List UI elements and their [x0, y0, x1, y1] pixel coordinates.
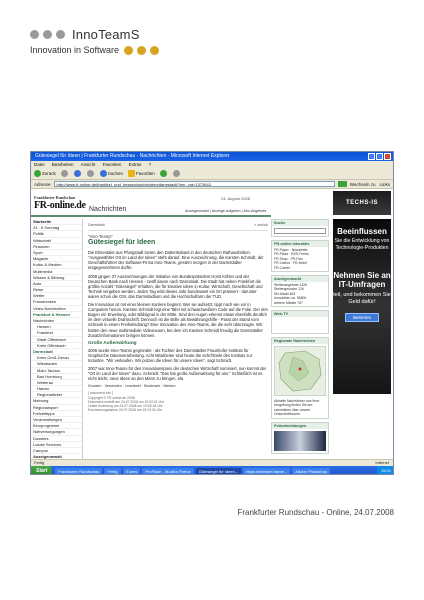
site-sidebar: [31, 219, 83, 459]
header-links[interactable]: Anzeigenmarkt | Anzeige aufgeben | Abo-Angebote: [185, 209, 267, 213]
web-page: [31, 189, 394, 459]
forward-button[interactable]: [61, 170, 69, 177]
logo-dot-icon: [124, 46, 133, 55]
system-clock: 15:01: [377, 466, 394, 475]
article-kicker: "Inno-Teams": [88, 234, 113, 240]
sidebar-item[interactable]: Politik: [31, 231, 82, 237]
menu-item[interactable]: Favoriten: [102, 162, 122, 167]
sidebar-item[interactable]: Campus: [31, 448, 82, 454]
browser-toolbar: [31, 168, 393, 180]
classified-link[interactable]: weitere Märkte 767: [274, 300, 303, 305]
mail-icon: [173, 170, 180, 177]
sidebar-item[interactable]: Video-Nachrichten: [31, 306, 82, 312]
classified-link[interactable]: Stellengesuche 126: [274, 287, 304, 292]
search-icon: [100, 170, 107, 177]
article-subhead: Große Außenwirkung: [88, 340, 137, 346]
refresh-button[interactable]: [74, 170, 82, 177]
logo-dot-icon: [150, 46, 159, 55]
sidebar-item[interactable]: Auto: [31, 281, 82, 287]
sidebar-item[interactable]: Wiesbaden: [31, 361, 82, 367]
ad-join-button[interactable]: Beitreten: [345, 313, 379, 322]
home-button[interactable]: [87, 170, 95, 177]
breadcrumb: [88, 223, 268, 231]
services-box: FR-online interaktiv FR-Paper · Newsletter FR-Plaza · RSS-Feeds FR-Shop · FR-Foto FR-Videos · FR-Mobil FR-Career: [271, 240, 329, 272]
sidebar-item[interactable]: Wetterau: [31, 380, 82, 386]
back-link[interactable]: « zurück: [254, 223, 268, 227]
service-link[interactable]: FR-Paper · Newsletter: [274, 248, 308, 252]
address-label: Adresse: [34, 181, 51, 187]
article: [88, 223, 268, 459]
article-paragraph: 2007 war Inno-Teams für den Innovationspreis der deutschen Wirtschaft nominiert, nun kommt der "Ort im Land der Ideen" dazu. Schmidt: "Das hat große Außenwirkung für uns." Schließlich ist es nicht leicht, neue Ideen an den Mann zu bringen. ela: [88, 366, 267, 382]
history-icon: [160, 170, 167, 177]
ad-banner[interactable]: Beeinflussen Sie die Entwicklung von Technologie-Produkten Nehmen Sie an IT-Umfragen teil, und bekommen Sie Geld dafür! Beitreten: [333, 219, 391, 394]
article-headline: Gütesiegel für Ideen: [88, 239, 156, 247]
sidebar-item[interactable]: Magazin: [31, 256, 82, 262]
logo-tagline: Innovation in Software: [30, 45, 120, 55]
logo-name: InnoTeamS: [72, 26, 140, 42]
document-info: [ document info ] Copyright © FR online.de 2008 Dokument erstellt am 24.07.2008 um 19:52:01 Uhr Letzte Änderung am 24.07.2008 um 19:53:16 Uhr Erscheinungsdatum 25.07.2008 um 19:12:34 Uhr: [88, 391, 165, 413]
sidebar-item[interactable]: Stadt Offenbach: [31, 337, 82, 343]
article-paragraph: 2006 wurde Inno-Teams gegründet - als Tochter des Darmstädter Fraunhofer Instituts für Graphische Datenverarbeitung. Acht Mitarbeiter sind heute die Schriftzeile des Instituts zur Industrie. "Wir verkaufen. Wir putzen die Ideen für unsere Ideen", sagt Schmidt.: [88, 347, 253, 363]
regional-news-box: Regionale Nachrichten Aktuelle Nachrichten aus Ihrer Umgebung finden Sie am schnellsten über unsere Ortsschnellsuche.: [271, 337, 329, 419]
sidebar-item[interactable]: Regionalsport: [31, 405, 82, 411]
service-link[interactable]: FR-Career: [274, 265, 291, 270]
taskbar-item[interactable]: https://extranet.frame...: [243, 468, 290, 475]
header-date: 24. August 2008: [221, 196, 250, 201]
logo-dot-icon: [43, 30, 52, 39]
sidebar-item[interactable]: Meinung: [31, 398, 82, 404]
fr-logo[interactable]: Frankfurter Rundschau FR-online.de: [34, 195, 86, 211]
status-bar: [31, 459, 394, 466]
section-title: Nachrichten: [89, 206, 127, 213]
taskbar-item[interactable]: Adobe Photoshop: [292, 468, 330, 475]
article-paragraph: 2008 gingen 37 Auszeichnungen der Initiative von Bundespräsident Horst Köhler und der Deutschen Bank nach Hessen - zwölf davon nach Darmstadt. Die Stadt hat neben Frankfurt die größte Anzahl "Gütesiegel" erhalten, die für kreative Ideen in Kultur, Wirtschaft, Gesellschaft und Technik vergeben werden. Jeden Tag wird dieses Jahr bundesweit ein Ort prämiert - darunter waren schon die GSI, das Darmstadtium und die Hochschulfarm der TUD.: [88, 273, 263, 299]
search-box: Suche: [271, 219, 329, 237]
search-button[interactable]: Suchen: [100, 170, 123, 177]
menu-bar: [31, 161, 393, 168]
sidebar-item[interactable]: Veranstaltungen: [31, 417, 82, 423]
go-arrow-icon[interactable]: [338, 181, 347, 187]
sidebar-item[interactable]: Hessen: [31, 324, 82, 330]
sidebar-item[interactable]: Startseite: [31, 219, 82, 225]
sidebar-item[interactable]: Lokale Services: [31, 442, 82, 448]
sidebar-item[interactable]: Regionalticker: [31, 392, 82, 398]
breadcrumb-section[interactable]: Darmstadt: [88, 223, 105, 227]
start-button[interactable]: Start: [31, 466, 52, 475]
sidebar-item[interactable]: Kreis Offenbach: [31, 343, 82, 349]
menu-item[interactable]: ?: [148, 162, 152, 167]
taskbar-item[interactable]: ProFlash - Mozilla Firefox: [142, 468, 193, 475]
mail-button[interactable]: [173, 170, 181, 177]
taskbar: [31, 466, 394, 475]
classified-link[interactable]: Kfz-Markt 463: [274, 291, 296, 296]
sidebar-item[interactable]: Frankfurt & Hessen: [31, 312, 82, 318]
refresh-icon: [74, 170, 81, 177]
service-link[interactable]: FR-Plaza · RSS-Feeds: [274, 252, 309, 257]
window-titlebar: [31, 152, 393, 161]
police-image[interactable]: [274, 431, 326, 451]
sidebar-item[interactable]: Finanzen: [31, 244, 82, 250]
back-arrow-icon: [34, 170, 41, 177]
sidebar-item[interactable]: Hanau: [31, 386, 82, 392]
sidebar-item[interactable]: Dossiers: [31, 436, 82, 442]
sidebar-item[interactable]: Wirtschaft: [31, 238, 82, 244]
taskbar-item[interactable]: Fertig: [104, 468, 120, 475]
article-paragraph: Die Innovation ist mit einer kleinen Karriere beginnt. Wer sie aufsetzt, tippt nach wie vor in Computern herum. Karsten Schmidt legt eine Tafel mit schwarzweißem Code auf die Folie. Der den Bogen ein Erweitung, oder Bildsignal in der Mitte. Sind drei Augen erkennt etwas ebenfalls deutlich im dem virtuelle Drahtschrift. Dennoch ist die Brille als Bewährungshilfe - Passt der Stand vom Schrank in einem Freiheitsdrang? Eine Innovation des Inno-Teams, die die sehr überzeugte. Wir hatten den neue multimediale Videoneuen, bei dem ich Karsten Schmidt freudig die Darmstädter Zusatzinformationen bringen können.: [88, 302, 268, 338]
sidebar-item[interactable]: Frankfurt: [31, 330, 82, 336]
taskbar-item[interactable]: Frankfurter Rundschau: [55, 468, 102, 475]
sidebar-item[interactable]: Anzeigenmarkt: [31, 454, 82, 459]
star-icon: [128, 170, 135, 177]
service-link[interactable]: FR-Videos · FR-Mobil: [274, 261, 307, 266]
logo-dot-icon: [30, 30, 39, 39]
browser-window: [30, 151, 394, 475]
site-header: [31, 189, 271, 217]
window-title: Gütesiegel für Ideen | Frankfurter Rundschau - Nachrichten - Microsoft Internet Explorer: [35, 153, 230, 159]
service-link[interactable]: FR-Shop · FR-Foto: [274, 256, 304, 261]
logo-dot-icon: [137, 46, 146, 55]
menu-item[interactable]: Ansicht: [80, 162, 96, 167]
minimize-icon[interactable]: [368, 153, 375, 160]
article-paragraph: Die Elmentaler aus Pfungstadt zieren den Datteritrabant in den deutschen Rathausfarben. "Ausgewählter Ort im Land der Ideen" steht darauf. Eine Auszeichnung, die Karsten Schmidt, der Geschäftsführer der Software-Firma Inno-Teams, gestern morgen in der Darmstädter entgegennehmen durfte.: [88, 250, 264, 271]
forward-arrow-icon: [61, 170, 68, 177]
sidebar-item[interactable]: Multimedia: [31, 269, 82, 275]
sidebar-item[interactable]: Sport: [31, 250, 82, 256]
logo-dot-icon: [56, 30, 65, 39]
maximize-icon[interactable]: [376, 153, 383, 160]
address-bar: [31, 180, 393, 189]
sidebar-item[interactable]: Nahversorgungen: [31, 429, 82, 435]
sidebar-item[interactable]: Darmstadt: [31, 349, 82, 355]
sidebar-item[interactable]: Kreis Groß-Gerau: [31, 355, 82, 361]
menu-item[interactable]: Extras: [128, 162, 142, 167]
sidebar-item[interactable]: Reise: [31, 287, 82, 293]
regional-text: Aktuelle Nachrichten aus Ihrer Umgebung finden Sie am schnellsten über unsere Ortsschnellsuche.: [274, 399, 320, 417]
classifieds-box: Anzeigenmarkt Stellenangebote 1426 Stellengesuche 126 Kfz-Markt 463 Immobilien ca. 96800 weitere Märkte 767: [271, 275, 329, 307]
sidebar-item[interactable]: Freizeittipps: [31, 411, 82, 417]
sidebar-item[interactable]: Main-Taunus: [31, 368, 82, 374]
taskbar-item[interactable]: iTunes: [123, 468, 141, 475]
links-label[interactable]: Links: [379, 181, 390, 187]
classified-link[interactable]: Stellenangebote 1426: [274, 283, 307, 288]
favorites-button[interactable]: Favoriten: [128, 170, 155, 177]
webtv-box: Web-TV: [271, 310, 329, 334]
status-text: Fertig: [34, 460, 45, 465]
menu-item[interactable]: Datei: [34, 162, 45, 167]
menu-item[interactable]: Bearbeiten: [51, 162, 74, 167]
innoteams-logo: [30, 26, 163, 55]
sidebar-item[interactable]: Fotostrecken: [31, 299, 82, 305]
taskbar-item[interactable]: Gütesiegel für Ideen...: [196, 468, 241, 475]
sidebar-item[interactable]: Wetter: [31, 293, 82, 299]
go-button[interactable]: Wechseln zu: [349, 181, 376, 187]
sidebar-item[interactable]: 24 · 6 Sonntag: [31, 225, 82, 231]
home-icon: [87, 170, 94, 177]
police-box: Polizeimeldungen: [271, 422, 329, 454]
history-button[interactable]: [160, 170, 168, 177]
ad-banner-top[interactable]: TECHS-IS: [333, 191, 391, 215]
region-map[interactable]: [274, 346, 326, 396]
sidebar-item[interactable]: Bad Homburg: [31, 374, 82, 380]
sidebar-item[interactable]: Nachrichten: [31, 318, 82, 324]
right-column: [271, 219, 329, 459]
sidebar-item[interactable]: Kinoprogramm: [31, 423, 82, 429]
back-button[interactable]: Zurück: [34, 170, 56, 177]
sidebar-item[interactable]: Kultur & Medien: [31, 262, 82, 268]
status-zone: Internet: [375, 460, 389, 465]
share-links[interactable]: Drucken · Versenden · Leserbrief · Bookmark · Merken: [88, 384, 176, 389]
site-search-input[interactable]: [274, 228, 326, 234]
close-icon[interactable]: [384, 153, 391, 160]
page-caption: Frankfurter Rundschau - Online, 24.07.2008: [237, 508, 394, 517]
sidebar-item[interactable]: Wissen & Bildung: [31, 275, 82, 281]
classified-link[interactable]: Immobilien ca. 96800: [274, 296, 307, 301]
address-input[interactable]: http://www.fr-online.de/frankfurt_und_hessen/nachrichten/darmstadt/?em_cnt=1373643: [54, 181, 335, 187]
